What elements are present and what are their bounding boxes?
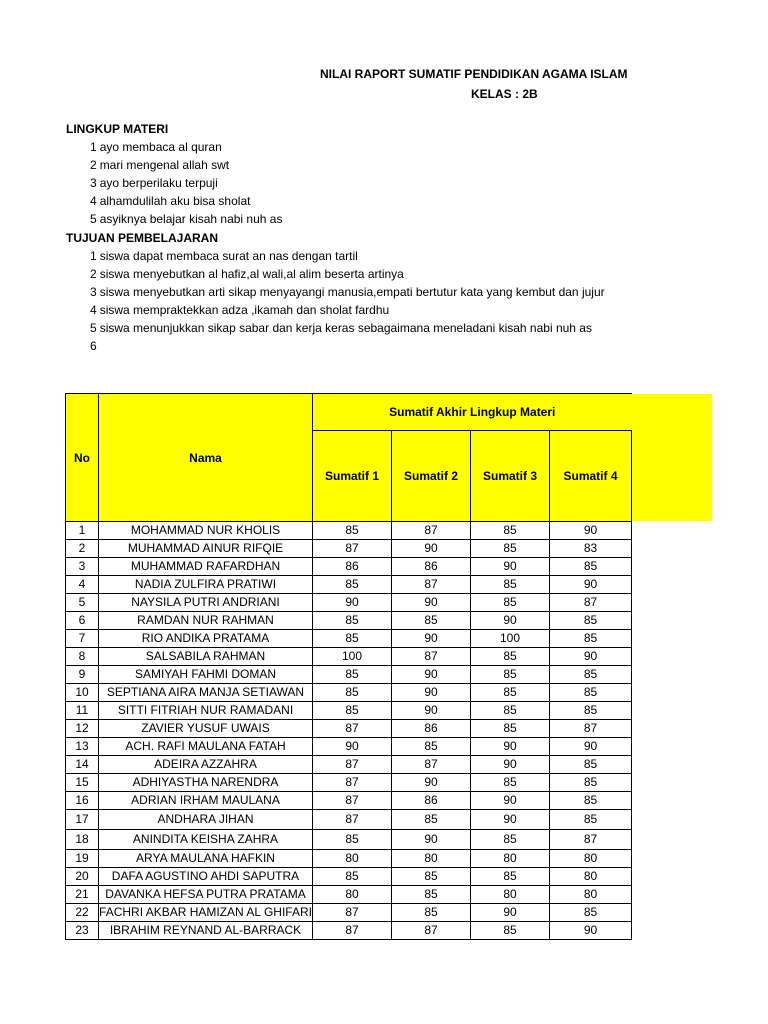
grades-table xyxy=(65,393,632,940)
score-sumatif-2: 80 xyxy=(392,850,471,868)
score-sumatif-2: 85 xyxy=(392,810,471,830)
report-title: NILAI RAPORT SUMATIF PENDIDIKAN AGAMA ISLAM xyxy=(320,67,628,81)
row-number: 22 xyxy=(66,904,99,922)
row-number: 21 xyxy=(66,886,99,904)
student-name: ANINDITA KEISHA ZAHRA xyxy=(99,830,313,850)
lingkup-materi-item-number: 5 xyxy=(90,212,97,226)
score-sumatif-2: 90 xyxy=(392,684,471,702)
class-label: KELAS : 2B xyxy=(471,87,538,101)
table-row xyxy=(66,830,632,850)
student-name: SALSABILA RAHMAN xyxy=(99,648,313,666)
score-sumatif-3: 90 xyxy=(471,756,550,774)
row-number: 18 xyxy=(66,830,99,850)
table-row xyxy=(66,522,632,540)
score-sumatif-1: 85 xyxy=(313,702,392,720)
score-sumatif-1: 90 xyxy=(313,738,392,756)
row-number: 13 xyxy=(66,738,99,756)
tujuan-pembelajaran-item xyxy=(90,267,630,281)
student-name: ADEIRA AZZAHRA xyxy=(99,756,313,774)
score-sumatif-3: 85 xyxy=(471,830,550,850)
table-row xyxy=(66,630,632,648)
row-number: 3 xyxy=(66,558,99,576)
score-sumatif-1: 87 xyxy=(313,774,392,792)
score-sumatif-1: 80 xyxy=(313,850,392,868)
score-sumatif-4: 90 xyxy=(550,922,632,940)
score-sumatif-1: 86 xyxy=(313,558,392,576)
header-fill-extension xyxy=(630,394,712,521)
lingkup-materi-item xyxy=(90,158,630,172)
row-number: 11 xyxy=(66,702,99,720)
tujuan-pembelajaran-item xyxy=(90,339,630,353)
tujuan-pembelajaran-item-text: siswa menyebutkan al hafiz,al wali,al alim beserta artinya xyxy=(99,267,404,281)
row-number: 19 xyxy=(66,850,99,868)
lingkup-materi-item-text: ayo membaca al quran xyxy=(99,140,222,154)
score-sumatif-4: 90 xyxy=(550,738,632,756)
score-sumatif-4: 85 xyxy=(550,630,632,648)
row-number: 20 xyxy=(66,868,99,886)
row-number: 15 xyxy=(66,774,99,792)
row-number: 12 xyxy=(66,720,99,738)
lingkup-materi-item xyxy=(90,194,630,208)
table-row xyxy=(66,850,632,868)
student-name: ACH. RAFI MAULANA FATAH xyxy=(99,738,313,756)
lingkup-materi-item-number: 2 xyxy=(90,158,97,172)
score-sumatif-4: 87 xyxy=(550,594,632,612)
score-sumatif-3: 85 xyxy=(471,720,550,738)
table-row xyxy=(66,684,632,702)
row-number: 6 xyxy=(66,612,99,630)
row-number: 16 xyxy=(66,792,99,810)
score-sumatif-4: 85 xyxy=(550,702,632,720)
score-sumatif-3: 85 xyxy=(471,594,550,612)
score-sumatif-3: 85 xyxy=(471,522,550,540)
tujuan-pembelajaran-item-number: 5 xyxy=(90,321,97,335)
score-sumatif-2: 90 xyxy=(392,666,471,684)
table-row xyxy=(66,868,632,886)
score-sumatif-2: 90 xyxy=(392,630,471,648)
table-row xyxy=(66,720,632,738)
score-sumatif-4: 85 xyxy=(550,558,632,576)
row-number: 14 xyxy=(66,756,99,774)
lingkup-materi-item-text: asyiknya belajar kisah nabi nuh as xyxy=(99,212,283,226)
row-number: 10 xyxy=(66,684,99,702)
lingkup-materi-item-number: 1 xyxy=(90,140,97,154)
score-sumatif-2: 85 xyxy=(392,868,471,886)
score-sumatif-3: 85 xyxy=(471,648,550,666)
tujuan-pembelajaran-item-number: 1 xyxy=(90,249,97,263)
table-row xyxy=(66,792,632,810)
lingkup-materi-item xyxy=(90,212,630,226)
header-no: No xyxy=(66,394,99,522)
score-sumatif-1: 85 xyxy=(313,576,392,594)
score-sumatif-2: 85 xyxy=(392,612,471,630)
student-name: FACHRI AKBAR HAMIZAN AL GHIFARI xyxy=(99,904,313,922)
row-number: 9 xyxy=(66,666,99,684)
row-number: 17 xyxy=(66,810,99,830)
score-sumatif-2: 90 xyxy=(392,594,471,612)
table-row xyxy=(66,886,632,904)
tujuan-pembelajaran-item-number: 2 xyxy=(90,267,97,281)
score-sumatif-3: 85 xyxy=(471,684,550,702)
lingkup-materi-item-text: mari mengenal allah swt xyxy=(99,158,230,172)
row-number: 7 xyxy=(66,630,99,648)
score-sumatif-1: 85 xyxy=(313,630,392,648)
student-name: SEPTIANA AIRA MANJA SETIAWAN xyxy=(99,684,313,702)
score-sumatif-4: 87 xyxy=(550,720,632,738)
score-sumatif-1: 100 xyxy=(313,648,392,666)
table-row xyxy=(66,756,632,774)
row-number: 23 xyxy=(66,922,99,940)
student-name: SITTI FITRIAH NUR RAMADANI xyxy=(99,702,313,720)
score-sumatif-2: 86 xyxy=(392,792,471,810)
row-number: 8 xyxy=(66,648,99,666)
header-sumatif-4: Sumatif 4 xyxy=(550,431,632,522)
table-row xyxy=(66,810,632,830)
score-sumatif-3: 90 xyxy=(471,810,550,830)
lingkup-materi-item-number: 3 xyxy=(90,176,97,190)
score-sumatif-4: 85 xyxy=(550,684,632,702)
score-sumatif-2: 90 xyxy=(392,830,471,850)
score-sumatif-4: 90 xyxy=(550,648,632,666)
score-sumatif-4: 80 xyxy=(550,868,632,886)
tujuan-pembelajaran-item-text: siswa dapat membaca surat an nas dengan tartil xyxy=(99,249,358,263)
score-sumatif-4: 90 xyxy=(550,522,632,540)
tujuan-pembelajaran-item-text: siswa menunjukkan sikap sabar dan kerja keras sebagaimana meneladani kisah nabi nuh as xyxy=(99,321,592,335)
score-sumatif-4: 85 xyxy=(550,756,632,774)
header-nama: Nama xyxy=(99,394,313,522)
score-sumatif-2: 90 xyxy=(392,774,471,792)
score-sumatif-1: 90 xyxy=(313,594,392,612)
tujuan-pembelajaran-item xyxy=(90,285,630,299)
row-number: 2 xyxy=(66,540,99,558)
score-sumatif-2: 86 xyxy=(392,720,471,738)
lingkup-materi-item-text: ayo berperilaku terpuji xyxy=(99,176,218,190)
table-row xyxy=(66,904,632,922)
score-sumatif-1: 80 xyxy=(313,886,392,904)
tujuan-pembelajaran-item xyxy=(90,321,630,335)
score-sumatif-3: 90 xyxy=(471,558,550,576)
score-sumatif-2: 90 xyxy=(392,702,471,720)
tujuan-pembelajaran-item-text: siswa mempraktekkan adza ,ikamah dan sholat fardhu xyxy=(99,303,390,317)
student-name: ANDHARA JIHAN xyxy=(99,810,313,830)
score-sumatif-4: 90 xyxy=(550,576,632,594)
table-row xyxy=(66,594,632,612)
score-sumatif-4: 85 xyxy=(550,774,632,792)
student-name: ADRIAN IRHAM MAULANA xyxy=(99,792,313,810)
lingkup-materi-item-number: 4 xyxy=(90,194,97,208)
score-sumatif-4: 80 xyxy=(550,850,632,868)
student-name: ADHIYASTHA NARENDRA xyxy=(99,774,313,792)
score-sumatif-4: 85 xyxy=(550,810,632,830)
score-sumatif-3: 85 xyxy=(471,868,550,886)
student-name: MOHAMMAD NUR KHOLIS xyxy=(99,522,313,540)
table-row xyxy=(66,612,632,630)
table-row xyxy=(66,648,632,666)
row-number: 5 xyxy=(66,594,99,612)
row-number: 4 xyxy=(66,576,99,594)
header-sumatif-3: Sumatif 3 xyxy=(471,431,550,522)
table-row xyxy=(66,666,632,684)
table-row xyxy=(66,540,632,558)
header-sumatif-2: Sumatif 2 xyxy=(392,431,471,522)
score-sumatif-2: 87 xyxy=(392,576,471,594)
score-sumatif-1: 87 xyxy=(313,922,392,940)
row-number: 1 xyxy=(66,522,99,540)
student-name: RAMDAN NUR RAHMAN xyxy=(99,612,313,630)
score-sumatif-1: 85 xyxy=(313,522,392,540)
lingkup-materi-item xyxy=(90,176,630,190)
score-sumatif-1: 87 xyxy=(313,756,392,774)
score-sumatif-1: 85 xyxy=(313,868,392,886)
score-sumatif-3: 85 xyxy=(471,702,550,720)
table-row xyxy=(66,558,632,576)
student-name: DAVANKA HEFSA PUTRA PRATAMA xyxy=(99,886,313,904)
student-name: SAMIYAH FAHMI DOMAN xyxy=(99,666,313,684)
score-sumatif-1: 87 xyxy=(313,904,392,922)
table-row xyxy=(66,702,632,720)
tujuan-pembelajaran-item-number: 4 xyxy=(90,303,97,317)
lingkup-materi-item xyxy=(90,140,630,154)
student-name: MUHAMMAD RAFARDHAN xyxy=(99,558,313,576)
student-name: RIO ANDIKA PRATAMA xyxy=(99,630,313,648)
score-sumatif-4: 85 xyxy=(550,666,632,684)
tujuan-pembelajaran-item-text: siswa menyebutkan arti sikap menyayangi manusia,empati bertutur kata yang kembut dan jujur xyxy=(99,285,605,299)
score-sumatif-4: 85 xyxy=(550,904,632,922)
score-sumatif-4: 85 xyxy=(550,792,632,810)
score-sumatif-3: 85 xyxy=(471,540,550,558)
score-sumatif-1: 85 xyxy=(313,666,392,684)
score-sumatif-3: 85 xyxy=(471,666,550,684)
score-sumatif-2: 87 xyxy=(392,648,471,666)
student-name: NAYSILA PUTRI ANDRIANI xyxy=(99,594,313,612)
score-sumatif-1: 85 xyxy=(313,830,392,850)
score-sumatif-3: 90 xyxy=(471,612,550,630)
table-row xyxy=(66,738,632,756)
student-name: ARYA MAULANA HAFKIN xyxy=(99,850,313,868)
score-sumatif-2: 90 xyxy=(392,540,471,558)
score-sumatif-3: 100 xyxy=(471,630,550,648)
score-sumatif-3: 90 xyxy=(471,904,550,922)
score-sumatif-2: 85 xyxy=(392,904,471,922)
score-sumatif-2: 87 xyxy=(392,756,471,774)
student-name: DAFA AGUSTINO AHDI SAPUTRA xyxy=(99,868,313,886)
score-sumatif-1: 87 xyxy=(313,720,392,738)
score-sumatif-2: 85 xyxy=(392,738,471,756)
score-sumatif-4: 80 xyxy=(550,886,632,904)
tujuan-pembelajaran-item-number: 3 xyxy=(90,285,97,299)
score-sumatif-2: 86 xyxy=(392,558,471,576)
score-sumatif-3: 80 xyxy=(471,850,550,868)
score-sumatif-3: 90 xyxy=(471,792,550,810)
tujuan-pembelajaran-item-number: 6 xyxy=(90,339,97,353)
header-sumatif-1: Sumatif 1 xyxy=(313,431,392,522)
score-sumatif-3: 85 xyxy=(471,774,550,792)
lingkup-materi-heading: LINGKUP MATERI xyxy=(66,122,169,136)
header-sumatif-group: Sumatif Akhir Lingkup Materi xyxy=(313,394,632,431)
score-sumatif-1: 87 xyxy=(313,810,392,830)
student-name: ZAVIER YUSUF UWAIS xyxy=(99,720,313,738)
lingkup-materi-item-text: alhamdulilah aku bisa sholat xyxy=(99,194,251,208)
table-row xyxy=(66,922,632,940)
score-sumatif-4: 83 xyxy=(550,540,632,558)
student-name: IBRAHIM REYNAND AL-BARRACK xyxy=(99,922,313,940)
score-sumatif-3: 85 xyxy=(471,922,550,940)
score-sumatif-3: 90 xyxy=(471,738,550,756)
student-name: MUHAMMAD AINUR RIFQIE xyxy=(99,540,313,558)
score-sumatif-1: 85 xyxy=(313,684,392,702)
score-sumatif-2: 87 xyxy=(392,922,471,940)
score-sumatif-1: 87 xyxy=(313,792,392,810)
score-sumatif-4: 85 xyxy=(550,612,632,630)
tujuan-pembelajaran-item xyxy=(90,249,630,263)
table-row xyxy=(66,576,632,594)
score-sumatif-2: 85 xyxy=(392,886,471,904)
score-sumatif-4: 87 xyxy=(550,830,632,850)
table-row xyxy=(66,774,632,792)
student-name: NADIA ZULFIRA PRATIWI xyxy=(99,576,313,594)
score-sumatif-1: 87 xyxy=(313,540,392,558)
score-sumatif-2: 87 xyxy=(392,522,471,540)
score-sumatif-1: 85 xyxy=(313,612,392,630)
score-sumatif-3: 85 xyxy=(471,576,550,594)
tujuan-pembelajaran-heading: TUJUAN PEMBELAJARAN xyxy=(66,231,219,245)
tujuan-pembelajaran-item xyxy=(90,303,630,317)
score-sumatif-3: 80 xyxy=(471,886,550,904)
